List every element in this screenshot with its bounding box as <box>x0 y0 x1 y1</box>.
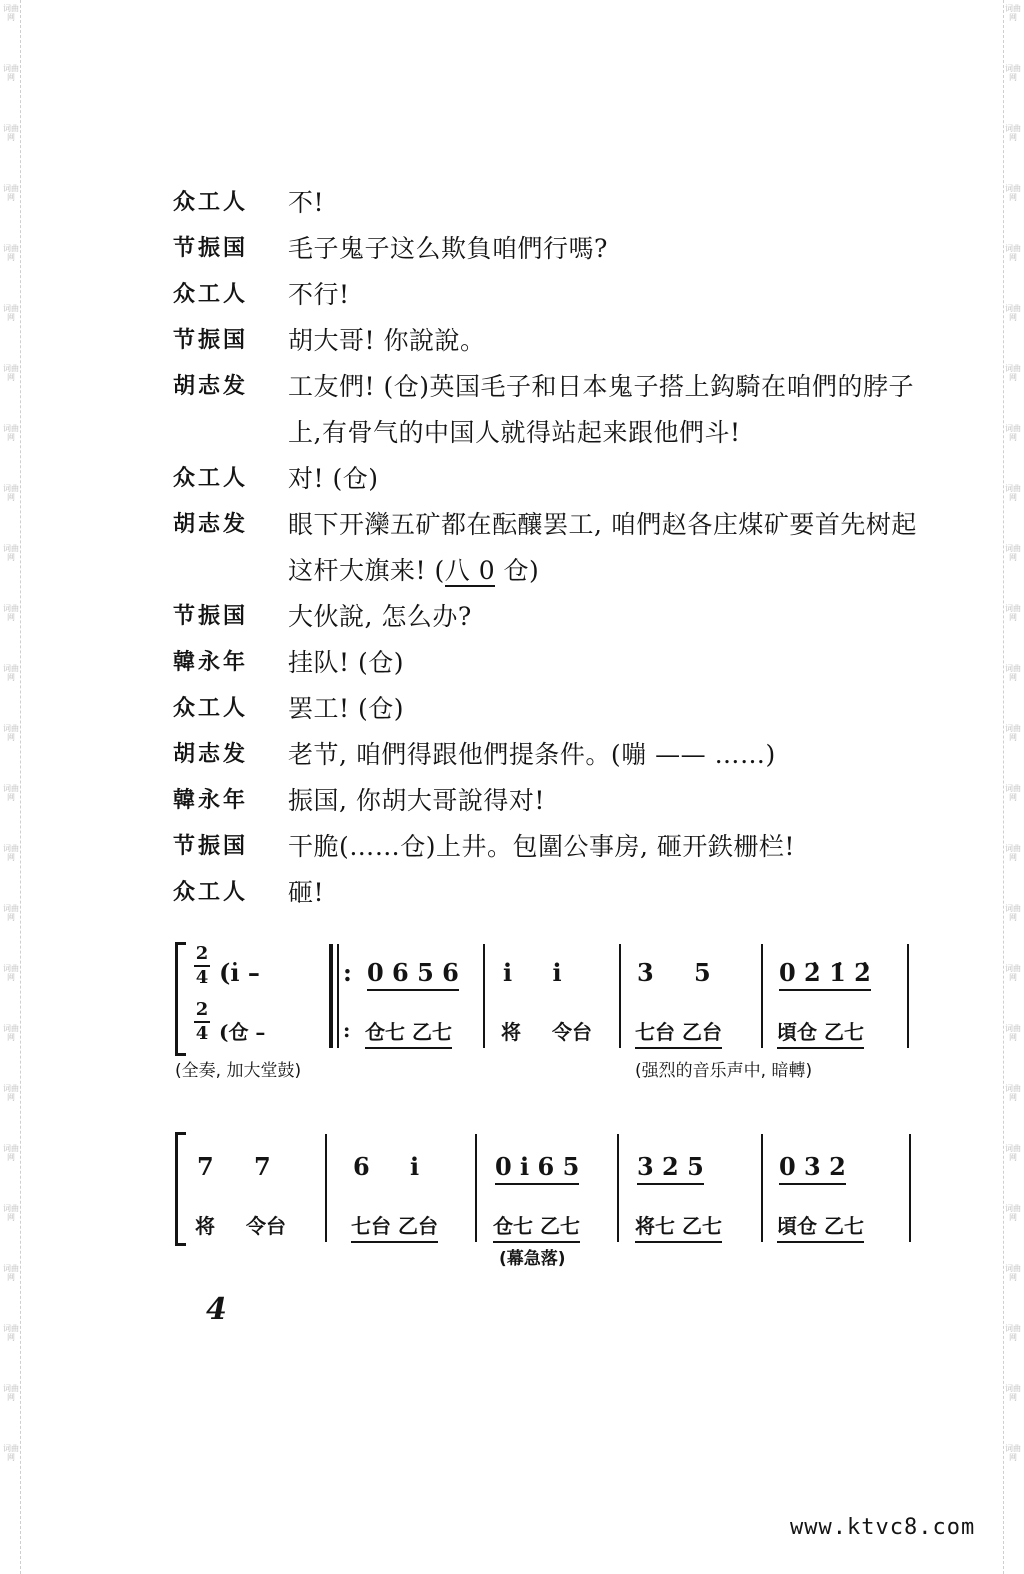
barline <box>761 1134 763 1242</box>
dialogue-line <box>173 456 933 502</box>
repeat-dots-upper: : <box>343 958 352 987</box>
speaker-name: 众工人 <box>173 466 249 491</box>
speech-text: 砸! <box>288 878 325 907</box>
dialogue-line <box>173 640 933 686</box>
time-signature-lower: 2 4 <box>195 999 209 1044</box>
speaker-name: 节振国 <box>173 328 249 353</box>
dialogue-line <box>173 824 933 870</box>
barline <box>619 944 621 1048</box>
measure-notes-4: 0 2̇ 1̇ 2̇ <box>779 958 871 991</box>
watermark-glyph: 词曲网 <box>1005 844 1021 862</box>
site-watermark: www.ktvc8.com <box>790 1515 976 1540</box>
measure-perc-4: 頃仓 乙七 <box>777 1016 864 1049</box>
measure-perc-9: 頃仓 乙七 <box>777 1210 864 1243</box>
watermark-glyph: 词曲网 <box>3 124 19 142</box>
measure-perc-1: 仓七 乙七 <box>365 1016 452 1049</box>
speaker-name: 节振国 <box>173 604 249 629</box>
dialogue-block <box>173 180 933 916</box>
watermark-glyph: 词曲网 <box>3 64 19 82</box>
watermark-glyph: 词曲网 <box>3 1324 19 1342</box>
score-caption-right: (强烈的音乐声中, 暗轉) <box>635 1061 813 1081</box>
measure-notes-5: 7 7 <box>197 1152 271 1181</box>
watermark-glyph: 词曲网 <box>1005 484 1021 502</box>
speaker-name: 节振国 <box>173 236 249 261</box>
speaker-name: 韓永年 <box>173 788 249 813</box>
speaker-name: 胡志发 <box>173 742 249 767</box>
watermark-glyph: 词曲网 <box>1005 124 1021 142</box>
dialogue-line <box>173 870 933 916</box>
watermark-glyph: 词曲网 <box>3 1444 19 1462</box>
speech-text: 大伙說, 怎么办? <box>288 602 472 631</box>
dialogue-line <box>173 778 933 824</box>
watermark-glyph: 词曲网 <box>1005 64 1021 82</box>
speech-text-part: 仓) <box>495 556 540 585</box>
measure-notes-1: 0 6 5 6 <box>367 958 459 991</box>
watermark-glyph: 词曲网 <box>1005 304 1021 322</box>
end-barline <box>909 1134 911 1242</box>
watermark-glyph: 词曲网 <box>1005 1444 1021 1462</box>
watermark-glyph: 词曲网 <box>3 784 19 802</box>
watermark-glyph: 词曲网 <box>1005 784 1021 802</box>
watermark-glyph: 词曲网 <box>1005 724 1021 742</box>
measure-notes-2: i i <box>503 958 562 987</box>
watermark-glyph: 词曲网 <box>1005 1264 1021 1282</box>
dialogue-line <box>173 272 933 318</box>
dialogue-line <box>173 732 933 778</box>
speech-text <box>288 502 933 594</box>
measure-perc-5: 将 令台 <box>195 1214 286 1238</box>
watermark-glyph: 词曲网 <box>3 1204 19 1222</box>
speaker-name: 众工人 <box>173 696 249 721</box>
speech-text-part: 眼下开灤五矿都在酝釀罢工, 咱們赵各庄煤矿要首先树起这杆大旗来! ( <box>288 510 917 585</box>
intro-percussion: (仓 – <box>219 1020 266 1044</box>
dialogue-line <box>173 180 933 226</box>
speech-text: 不! <box>288 188 325 217</box>
score-brace <box>175 942 186 1056</box>
barline <box>475 1134 477 1242</box>
measure-perc-7: 仓七 乙七 <box>493 1210 580 1243</box>
measure-perc-2: 将 令台 <box>501 1020 592 1044</box>
watermark-glyph: 词曲网 <box>1005 604 1021 622</box>
speaker-name: 韓永年 <box>173 650 249 675</box>
watermark-glyph: 词曲网 <box>3 484 19 502</box>
watermark-glyph: 词曲网 <box>1005 1384 1021 1402</box>
dialogue-line <box>173 364 933 456</box>
repeat-dots-lower: : <box>343 1018 351 1042</box>
percussion-underlined: 八 0 <box>444 556 496 585</box>
measure-notes-6: 6 i <box>353 1152 420 1181</box>
speech-text: 挂队! (仓) <box>288 648 405 677</box>
curtain-caption: (幕急落) <box>499 1249 566 1269</box>
watermark-glyph: 词曲网 <box>3 844 19 862</box>
watermark-glyph: 词曲网 <box>3 1384 19 1402</box>
dialogue-line <box>173 318 933 364</box>
music-score-2 <box>175 1132 915 1272</box>
watermark-glyph: 词曲网 <box>1005 184 1021 202</box>
watermark-glyph: 词曲网 <box>3 544 19 562</box>
watermark-glyph: 词曲网 <box>3 364 19 382</box>
speech-text: 振国, 你胡大哥說得对! <box>288 786 545 815</box>
measure-notes-9: 0 3 2 <box>779 1152 846 1185</box>
watermark-glyph: 词曲网 <box>3 244 19 262</box>
barline <box>617 1134 619 1242</box>
page-number: 4 <box>206 1292 227 1327</box>
speaker-name: 胡志发 <box>173 374 249 399</box>
watermark-glyph: 词曲网 <box>3 664 19 682</box>
dialogue-line <box>173 686 933 732</box>
watermark-glyph: 词曲网 <box>3 1084 19 1102</box>
dialogue-line <box>173 594 933 640</box>
dialogue-line <box>173 226 933 272</box>
barline <box>483 944 485 1048</box>
watermark-glyph: 词曲网 <box>3 904 19 922</box>
watermark-glyph: 词曲网 <box>3 184 19 202</box>
speech-text: 干脆(……仓)上井。包圍公事房, 砸开鉄栅栏! <box>288 832 795 861</box>
score-caption-left: (全奏, 加大堂鼓) <box>175 1061 302 1081</box>
speech-text: 工友們! (仓)英国毛子和日本鬼子搭上鈎騎在咱們的脖子上,有骨气的中国人就得站起来跟他們斗! <box>288 372 915 447</box>
music-score-1 <box>175 942 915 1082</box>
intro-note: (i̇ – <box>219 958 260 987</box>
watermark-glyph: 词曲网 <box>1005 904 1021 922</box>
speech-text: 不行! <box>288 280 350 309</box>
time-signature-upper: 2 4 <box>195 943 209 988</box>
watermark-glyph: 词曲网 <box>3 964 19 982</box>
speaker-name: 众工人 <box>173 190 249 215</box>
watermark-glyph: 词曲网 <box>1005 964 1021 982</box>
measure-perc-3: 七台 乙台 <box>635 1016 722 1049</box>
watermark-glyph: 词曲网 <box>1005 1324 1021 1342</box>
measure-notes-7: 0 i 6 5 <box>495 1152 579 1185</box>
watermark-glyph: 词曲网 <box>1005 424 1021 442</box>
score-brace <box>175 1132 186 1246</box>
watermark-glyph: 词曲网 <box>1005 244 1021 262</box>
measure-notes-3: 3 5 <box>637 958 711 987</box>
speech-text: 老节, 咱們得跟他們提条件。(嘣 —— ……) <box>288 740 776 769</box>
speaker-name: 胡志发 <box>173 512 249 537</box>
watermark-glyph: 词曲网 <box>3 604 19 622</box>
speaker-name: 众工人 <box>173 880 249 905</box>
measure-perc-8: 将七 乙七 <box>635 1210 722 1243</box>
end-barline <box>907 944 909 1048</box>
watermark-glyph: 词曲网 <box>3 724 19 742</box>
watermark-glyph: 词曲网 <box>3 1024 19 1042</box>
measure-notes-8: 3 2 5 <box>637 1152 704 1185</box>
watermark-glyph: 词曲网 <box>1005 1204 1021 1222</box>
speech-text: 毛子鬼子这么欺負咱們行嗎? <box>288 234 608 263</box>
speaker-name: 节振国 <box>173 834 249 859</box>
watermark-glyph: 词曲网 <box>3 424 19 442</box>
watermark-glyph: 词曲网 <box>1005 664 1021 682</box>
watermark-glyph: 词曲网 <box>1005 364 1021 382</box>
watermark-glyph: 词曲网 <box>1005 4 1021 22</box>
speaker-name: 众工人 <box>173 282 249 307</box>
measure-perc-6: 七台 乙台 <box>351 1210 438 1243</box>
repeat-barline <box>329 944 333 1048</box>
speech-text: 胡大哥! 你說說。 <box>288 326 486 355</box>
barline <box>761 944 763 1048</box>
watermark-glyph: 词曲网 <box>1005 1024 1021 1042</box>
watermark-glyph: 词曲网 <box>3 1264 19 1282</box>
watermark-glyph: 词曲网 <box>3 304 19 322</box>
watermark-glyph: 词曲网 <box>1005 1084 1021 1102</box>
speech-text: 罢工! (仓) <box>288 694 405 723</box>
watermark-glyph: 词曲网 <box>1005 1144 1021 1162</box>
watermark-glyph: 词曲网 <box>3 1144 19 1162</box>
watermark-glyph: 词曲网 <box>3 4 19 22</box>
barline <box>325 1134 327 1242</box>
repeat-barline-thin <box>337 944 339 1048</box>
speech-text: 对! (仓) <box>288 464 379 493</box>
watermark-glyph: 词曲网 <box>1005 544 1021 562</box>
dialogue-line <box>173 502 933 594</box>
